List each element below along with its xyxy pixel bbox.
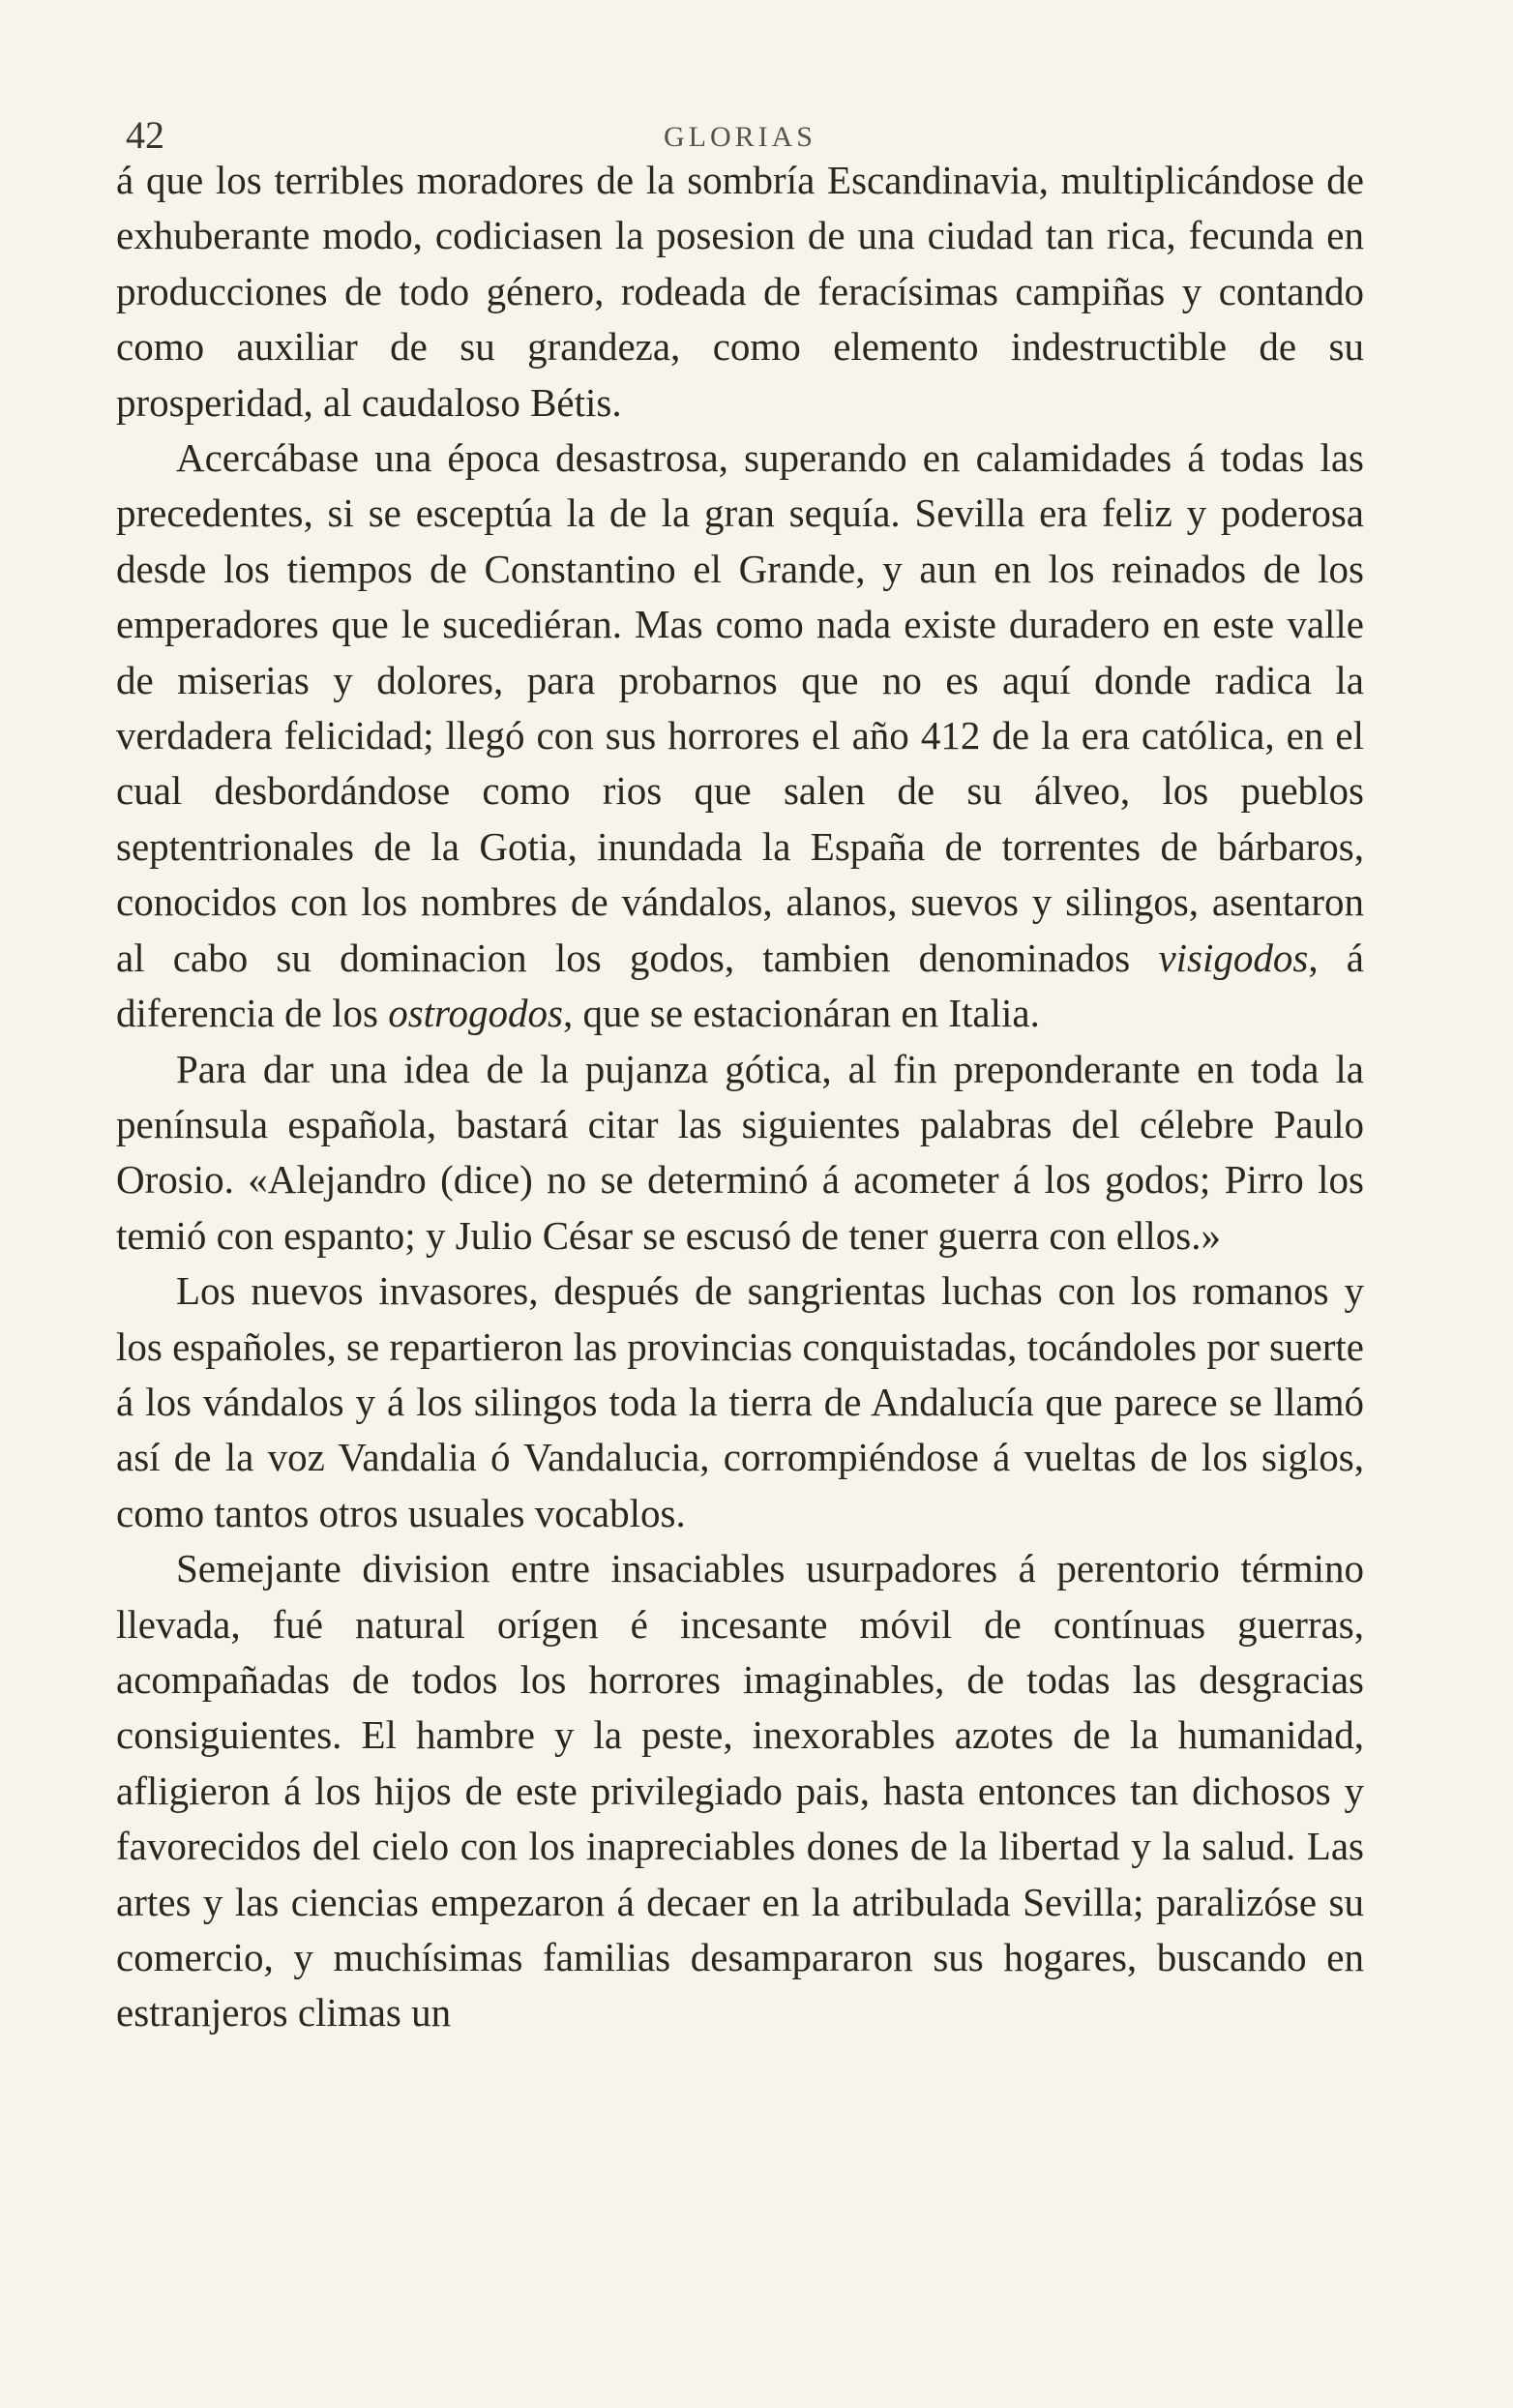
paragraph: Acercábase una época desastrosa, superando en calamidades á todas las precedentes, si se esceptúa la de la gran sequía. Sevilla era feliz y poderosa desde los tiempos de Constantino el Grande, y aun en los reinados de los emperadores que le sucediéran. Mas como nada existe duradero en este valle de miserias y dolores, para probarnos que no es aquí donde radica la verdadera felicidad; llegó con sus horrores el año 412 de la era católica, en el cual desbordándose como rios que salen de su álveo, los pueblos septentrionales de la Gotia, inundada la España de torrentes de bárbaros, conocidos con los nombres de vándalos, alanos, suevos y silingos, asentaron al cabo su dominacion los godos, tambien denominados visigodos, á diferencia de los ostrogodos, que se estacionáran en Italia. <box>116 435 1364 1036</box>
italic-term: visigodos <box>1158 935 1309 980</box>
paragraph: Los nuevos invasores, después de sangrientas luchas con los romanos y los españoles, se repartieron las provincias conquistadas, tocándoles por suerte á los vándalos y á los silingos toda la tierra de Andalucía que parece se llamó así de la voz Vandalia ó Vandalucia, corrompiéndose á vueltas de los siglos, como tantos otros usuales vocablos. <box>116 1268 1364 1535</box>
paragraph: Semejante division entre insaciables usurpadores á perentorio término llevada, fué natural orígen é incesante móvil de contínuas guerras, acompañadas de todos los horrores imaginables, de todas las desgracias consiguientes. El hambre y la peste, inexorables azotes de la humanidad, afligieron á los hijos de este privilegiado pais, hasta entonces tan dichosos y favorecidos del cielo con los inapreciables dones de la libertad y la salud. Las artes y las ciencias empezaron á decaer en la atribulada Sevilla; paralizóse su comercio, y muchísimas familias desampararon sus hogares, buscando en estranjeros climas un <box>116 1546 1364 2036</box>
italic-term: ostrogodos <box>388 991 563 1036</box>
running-head: GLORIAS <box>663 121 816 153</box>
paragraph: á que los terribles moradores de la sombría Escandinavia, multiplicándose de exhuberante modo, codiciasen la posesion de una ciudad tan rica, fecunda en producciones de todo género, rodeada de feracísimas campiñas y contando como auxiliar de su grandeza, como elemento indestructible de su prosperidad, al caudaloso Bétis. <box>116 158 1364 425</box>
page-number: 42 <box>126 113 164 157</box>
body-text <box>116 153 1364 2041</box>
page-header <box>116 114 1364 157</box>
paragraph: Para dar una idea de la pujanza gótica, al fin preponderante en toda la península española, bastará citar las siguientes palabras del célebre Paulo Orosio. «Alejandro (dice) no se determinó á acometer á los godos; Pirro los temió con espanto; y Julio César se escusó de tener guerra con ellos.» <box>116 1046 1364 1258</box>
